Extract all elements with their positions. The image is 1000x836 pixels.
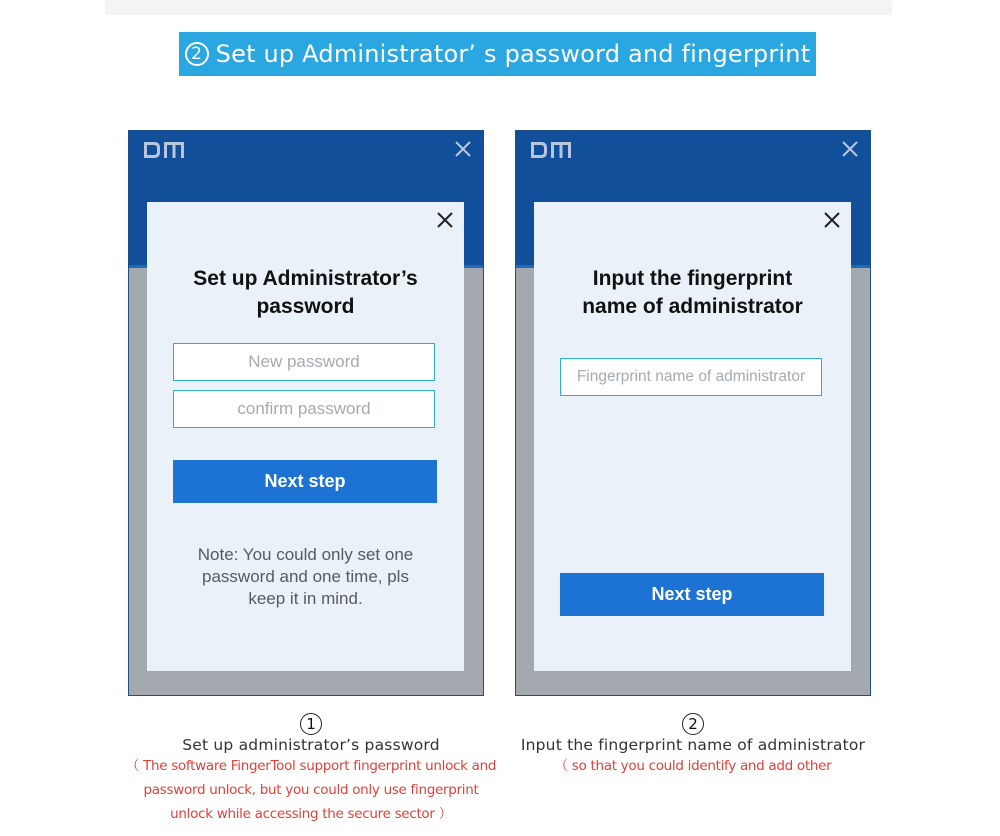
caption-note-line: password unlock, but you could only use fingerprint: [143, 782, 479, 798]
app-window-fingerprint: [515, 130, 871, 696]
caption-title: Set up administrator’s password: [182, 736, 440, 754]
dm-logo: [529, 140, 573, 160]
caption-title: Input the fingerprint name of administrator: [520, 736, 866, 754]
note-line: keep it in mind.: [248, 589, 363, 608]
note-line: Note: You could only set one: [197, 545, 414, 564]
next-step-button[interactable]: Next step: [560, 573, 824, 616]
window-close-icon[interactable]: [453, 139, 473, 159]
window-close-icon[interactable]: [840, 139, 860, 159]
caption-password: [118, 713, 504, 826]
fingerprint-name-dialog: [534, 202, 851, 671]
caption-fingerprint: [505, 713, 881, 778]
caption-number-badge: 1: [300, 713, 322, 735]
dm-logo: [142, 140, 186, 160]
banner-title: Set up Administrator’ s password and fingerprint: [215, 40, 811, 68]
caption-note-line: unlock while accessing the secure sector ）: [170, 806, 452, 822]
step-number-badge: 2: [185, 42, 209, 66]
top-strip: [105, 0, 892, 15]
dialog-close-icon[interactable]: [436, 211, 454, 229]
caption-note-line: （ The software FingerTool support fingerprint unlock and: [125, 758, 497, 774]
dialog-close-icon[interactable]: [823, 211, 841, 229]
dialog-title-line2: name of administrator: [582, 295, 803, 318]
app-window-password: [128, 130, 484, 696]
new-password-input[interactable]: New password: [173, 343, 435, 381]
setup-password-dialog: [147, 202, 464, 671]
next-step-button[interactable]: Next step: [173, 460, 437, 503]
fingerprint-name-input[interactable]: Fingerprint name of administrator: [560, 358, 822, 396]
password-note: [167, 544, 444, 610]
dialog-title-line1: Input the fingerprint: [592, 267, 793, 290]
caption-note-line: （ so that you could identify and add other: [554, 758, 832, 774]
dialog-title-line2: password: [256, 295, 355, 318]
dialog-title: [534, 265, 851, 321]
caption-number-badge: 2: [682, 713, 704, 735]
dialog-title: [147, 265, 464, 321]
note-line: password and one time, pls: [202, 567, 409, 586]
dialog-title-line1: Set up Administrator’s: [193, 267, 418, 290]
confirm-password-input[interactable]: confirm password: [173, 390, 435, 428]
section-banner: [179, 32, 816, 76]
